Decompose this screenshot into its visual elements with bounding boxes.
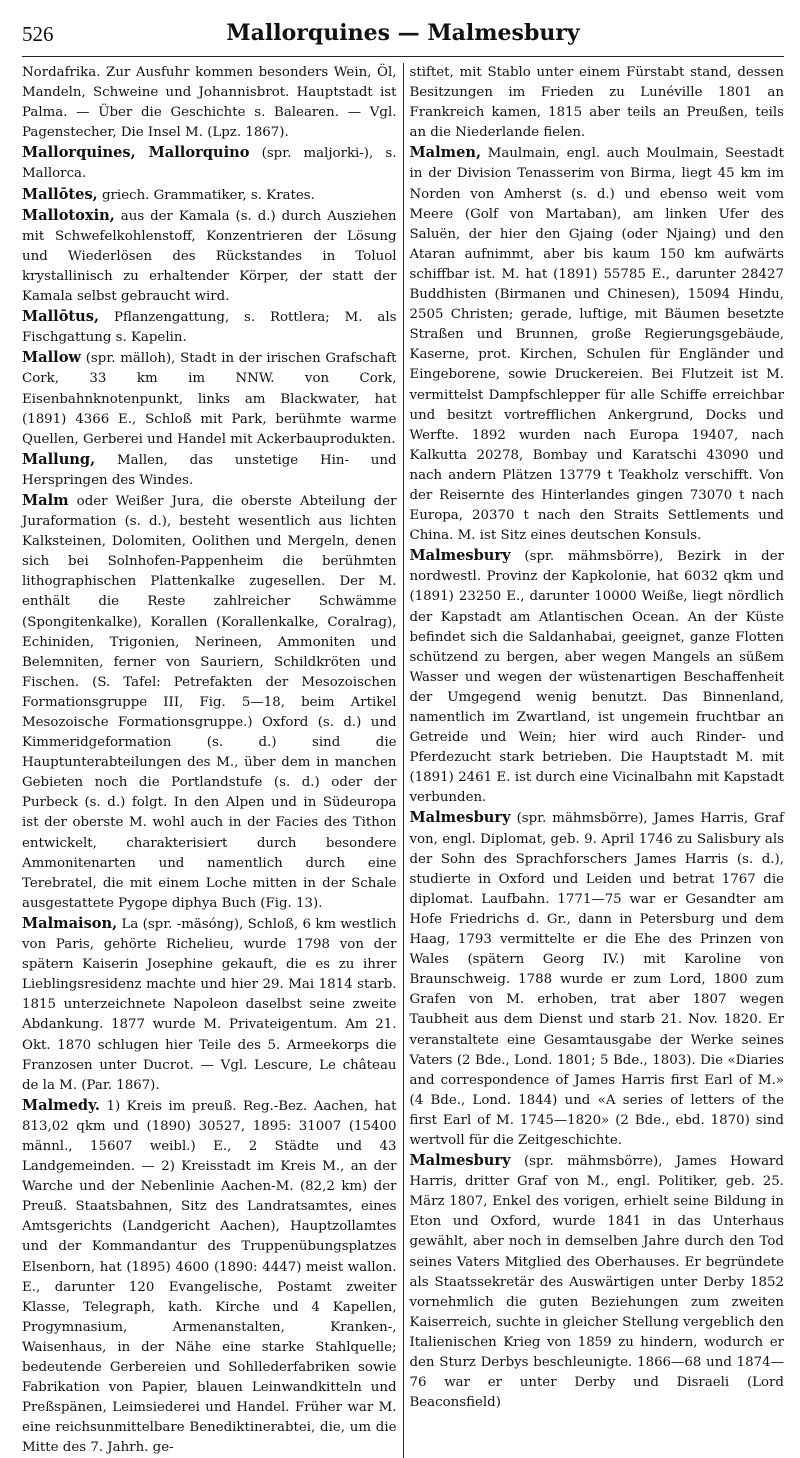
right-column <box>409 63 784 1458</box>
entry-text: (spr. mähmsbörre), Bezirk in der nordwestl. Provinz der Kapkolonie, hat 6032 qkm und (1891) 23250 E., darunter 10000 Weiße, liegt nördlich der Kapstadt am Atlantischen Ocean. An der Küste befindet sich die Saldanhabai, geeignet, ganze Flotten schützend zu bergen, aber wegen Mangels an süßem Wasser und wegen der wüstenartigen Beschaffenheit der Umgegend wenig benutzt. Das Binnenland, namentlich im Zwartland, ist ungemein fruchtbar an Getreide und Wein; hier wird auch Rinder- und Pferdezucht stark betrieben. Die Hauptstadt M. mit (1891) 2461 E. ist durch eine Vicinalbahn mit Kapstadt verbunden. <box>409 549 784 806</box>
dictionary-entry <box>22 143 397 184</box>
entry-headword: Malmedy. <box>22 1096 100 1114</box>
entry-headword: Malmesbury <box>409 1152 511 1170</box>
dictionary-entry <box>409 546 784 808</box>
entry-text: (spr. mälloh), Stadt in der irischen Grafschaft Cork, 33 km im NNW. von Cork, Eisenbahnknotenpunkt, links am Blackwater, hat (1891) 4366 E., Schloß mit Park, berühmte warme Quellen, Gerberei und Handel mit Ackerbauprodukten. <box>22 351 397 447</box>
entry-headword: Malm <box>22 491 69 509</box>
entry-text: La (spr. -mäsóng), Schloß, 6 km westlich von Paris, gehörte Richelieu, wurde 1798 von der spätern Kaiserin Josephine gekauft, die es zu ihrer Lieblingsresidenz machte und hier 29. Mai 1814 starb. 1815 unterzeichnete Napoleon daselbst seine zweite Abdankung. 1877 wurde M. Privateigentum. Am 21. Okt. 1870 schlugen hier Teile des 5. Armeekorps die Franzosen unter Ducrot. — Vgl. Lescure, Le château de la M. (Par. 1867). <box>22 916 397 1093</box>
dictionary-entry <box>409 808 784 1151</box>
entry-text: (spr. mähmsbörre), James Howard Harris, dritter Graf von M., engl. Politiker, geb. 25. März 1807, Enkel des vorigen, erhielt seine Bildung in Eton und Oxford, wurde 1841 in das Unterhaus gewählt, aber noch in demselben Jahre durch den Tod seines Vaters Mitglied des Oberhauses. Er begründete als Staatssekretär des Auswärtigen unter Derby 1852 vornehmlich die guten Beziehungen zum zweiten Kaiserreich, suchte in gleicher Stellung vergeblich den Italienischen Krieg von 1859 zu hindern, wodurch er den Sturz Derbys beschleunigte. 1866—68 und 1874—76 war er unter Derby und Disraeli (Lord Beaconsfield) <box>409 1154 784 1411</box>
entry-text: aus der Kamala (s. d.) durch Ausziehen mit Schwefelkohlenstoff, Konzentrieren der Lösung und Wiederlösen des Rückstandes in Toluol krystallinisch zu erhaltender Körper, der statt der Kamala selbst gebraucht wird. <box>22 208 397 305</box>
dictionary-entry <box>22 206 397 307</box>
running-head: Mallorquines — Malmesbury <box>226 20 580 46</box>
entry-text: Maulmain, engl. auch Moulmain, Seestadt in der Division Tenasserim von Birma, liegt 45 km im Norden von Amherst (s. d.) und ebenso weit vom Meere (Golf von Martaban), am linken Ufer des Saluën, der hier den Gjaing (oder Njaing) und den Ataran aufnimmt, aber bis kaum 150 km aufwärts schiffbar ist. M. hat (1891) 55785 E., darunter 28427 Buddhisten (Birmanen und Chinesen), 15094 Hindu, 2505 Christen; gerade, luftige, mit Bäumen besetzte Straßen und Brunnen, große Regierungsgebäude, Kaserne, prot. Kirchen, Schulen für Engländer und Eingeborene, sowie Druckereien. Bei Flutzeit ist M. vermittelst Dampfschlepper für alle Schiffe erreichbar und besitzt vortrefflichen Ankergrund, Docks und Werfte. 1892 wurden nach Europa 19407, nach Kalkutta 20278, Bombay und Karatschi 43090 und nach andern Plätzen 13779 t Teakholz verschifft. Von der Reisernte des Hinterlandes gingen 73070 t nach Europa, 20370 t nach den Straits Settlements und China. M. ist Sitz eines deutschen Konsuls. <box>409 146 784 544</box>
entry-headword: Malmaison, <box>22 914 118 932</box>
dictionary-entry <box>22 307 397 348</box>
dictionary-entry <box>22 185 397 206</box>
entry-text: 1) Kreis im preuß. Reg.-Bez. Aachen, hat 813,02 qkm und (1890) 30527, 1895: 31007 (15400 männl., 15607 weibl.) E., 2 Städte und 43 Landgemeinden. — 2) Kreisstadt im Kreis M., an der Warche und der Nebenlinie Aachen-M. (82,2 km) der Preuß. Staatsbahnen, Sitz des Landratsamtes, eines Amtsgerichts (Landgericht Aachen), Hauptzollamtes und der Kommandantur des Truppenübungsplatzes Elsenborn, hat (1895) 4600 (1890: 4447) meist wallon. E., darunter 120 Evangelische, Postamt zweiter Klasse, Telegraph, kath. Kirche und 4 Kapellen, Progymnasium, Armenanstalten, Kranken-, Waisenhaus, in der Nähe eine starke Stahlquelle; bedeutende Gerbereien und Sohllederfabriken sowie Fabrikation von Papier, blauen Leinwandkitteln und Preßspänen, Leimsiederei und Handel. Früher war M. eine reichsunmittelbare Benediktinerabtei, die, um die Mitte des 7. Jahrh. ge- <box>22 1098 397 1456</box>
dictionary-entry <box>409 63 784 143</box>
entry-text: Nordafrika. Zur Ausfuhr kommen besonders Wein, Öl, Mandeln, Schweine und Johannisbrot. Hauptstadt ist Palma. — Über die Geschichte s. Balearen. — Vgl. Pagenstecher, Die Insel M. (Lpz. 1867). <box>22 65 397 141</box>
dictionary-entry <box>22 1096 397 1458</box>
entry-headword: Mallōtes, <box>22 185 98 203</box>
dictionary-entry <box>22 491 397 914</box>
entry-headword: Malmesbury <box>409 547 511 565</box>
entry-headword: Mallōtus, <box>22 308 100 326</box>
entry-text: oder Weißer Jura, die oberste Abteilung der Juraformation (s. d.), besteht wesentlich aus lichten Kalksteinen, Dolomiten, Oolithen und Mergeln, denen sich bei Solnhofen-Pappenheim die berühmten lithographischen Plattenkalke zugesellen. Der M. enthält die Reste zahlreicher Schwämme (Spongitenkalke), Korallen (Korallenkalke, Coralrag), Echiniden, Trigonien, Nerineen, Ammoniten und Belemniten, ferner von Sauriern, Schildkröten und Fischen. (S. Tafel: Petrefakten der Mesozoischen Formationsgruppe III, Fig. 5—18, beim Artikel Mesozoische Formationsgruppe.) Oxford (s. d.) und Kimmeridgeformation (s. d.) sind die Hauptunterabteilungen des M., über dem in manchen Gebieten noch die Portlandstufe (s. d.) oder der Purbeck (s. d.) folgt. In den Alpen und in Südeuropa ist der oberste M. wohl auch in der Facies des Tithon entwickelt, charakterisiert durch besondere Ammonitenarten und namentlich durch eine Terebratel, die mit einem Loche mitten in der Schale ausgestattete Pygope diphya Buch (Fig. 13). <box>22 493 397 911</box>
entry-text: Mallen, das unstetige Hin- und Herspringen des Windes. <box>22 452 397 488</box>
dictionary-entry <box>22 914 397 1096</box>
left-column <box>22 63 397 1458</box>
entry-text: (spr. mähmsbörre), James Harris, Graf von, engl. Diplomat, geb. 9. April 1746 zu Salisbury als der Sohn des Sprachforschers James Harris (s. d.), studierte in Oxford und Leiden und betrat 1767 die diplomat. Laufbahn. 1771—75 war er Gesandter am Hofe Friedrichs d. Gr., dann in Petersburg und dem Haag, 1793 vermittelte er die Ehe des Prinzen von Wales (spätern Georg IV.) mit Karoline von Braunschweig. 1788 wurde er zum Lord, 1800 zum Grafen von M. erhoben, trat aber 1807 wegen Taubheit aus dem Dienst und starb 21. Nov. 1820. Er veranstaltete eine Gesamtausgabe der Werke seines Vaters (2 Bde., Lond. 1801; 5 Bde., 1803). Die «Diaries and correspondence of James Harris first Earl of M.» (4 Bde., Lond. 1844) und «A series of letters of the first Earl of M. 1745—1820» (2 Bde., ebd. 1870) sind wertvoll für die Zeitgeschichte. <box>409 811 784 1148</box>
entry-headword: Mallotoxin, <box>22 206 115 224</box>
entry-text: (spr. maljorki-), s. Mallorca. <box>22 146 397 182</box>
dictionary-entry <box>22 450 397 491</box>
entry-headword: Mallorquines, Mallorquino <box>22 144 250 162</box>
column-divider <box>403 63 404 1458</box>
entry-text: griech. Grammatiker, s. Krates. <box>97 187 315 203</box>
dictionary-entry <box>409 143 784 546</box>
dictionary-entry <box>22 63 397 143</box>
entry-headword: Malmen, <box>409 144 482 162</box>
entry-headword: Mallung, <box>22 450 96 468</box>
page-header <box>22 16 784 57</box>
text-columns <box>22 63 784 1458</box>
entry-text: stiftet, mit Stablo unter einem Fürstabt stand, dessen Besitzungen im Frieden zu Lunéville 1801 an Frankreich kamen, 1815 aber teils an Preußen, teils an die Niederlande fielen. <box>409 65 784 141</box>
entry-headword: Malmesbury <box>409 809 511 827</box>
dictionary-entry <box>22 348 397 449</box>
page-number: 526 <box>22 22 54 46</box>
entry-text: Pflanzengattung, s. Rottlera; M. als Fischgattung s. Kapelin. <box>22 310 397 346</box>
dictionary-entry <box>409 1151 784 1413</box>
entry-headword: Mallow <box>22 349 81 367</box>
